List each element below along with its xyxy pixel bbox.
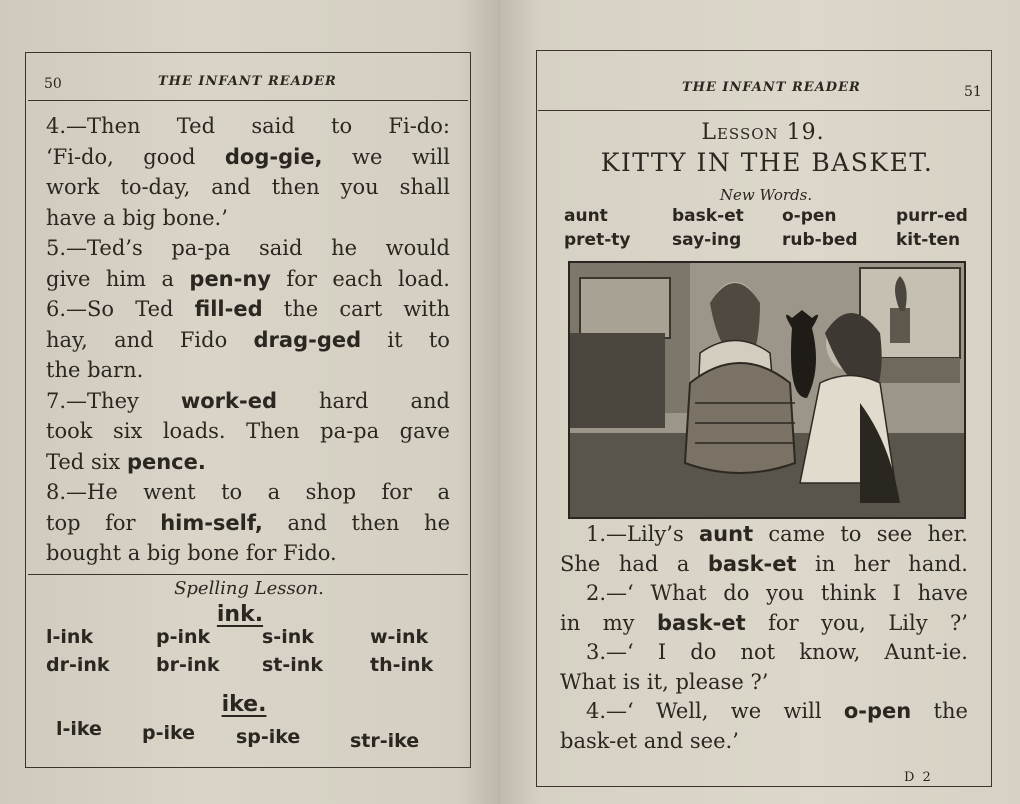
new-word: pret-ty bbox=[564, 230, 631, 250]
word: good bbox=[143, 144, 196, 169]
word: to bbox=[840, 522, 862, 546]
word: Ted bbox=[135, 297, 174, 321]
word: know, bbox=[799, 640, 861, 664]
word: ‘Fi-do, bbox=[46, 144, 114, 169]
word: Ted bbox=[46, 449, 91, 474]
word: 2.—‘ bbox=[586, 581, 634, 605]
illustration-art bbox=[570, 263, 964, 517]
word: six bbox=[90, 449, 127, 474]
word: bought bbox=[46, 541, 128, 565]
word: her bbox=[853, 551, 890, 576]
word: would bbox=[385, 236, 450, 260]
bold-word: bask-et bbox=[707, 551, 797, 576]
spelling-word: s-ink bbox=[262, 626, 314, 648]
text-line bbox=[560, 611, 968, 635]
text-line bbox=[46, 480, 450, 504]
word: to bbox=[221, 480, 243, 504]
word: to bbox=[331, 114, 353, 138]
word: bone bbox=[187, 541, 246, 565]
running-header: THE INFANT READER bbox=[682, 80, 861, 95]
spelling-word: str-ike bbox=[350, 730, 420, 752]
new-word: rub-bed bbox=[782, 230, 858, 250]
new-word: purr-ed bbox=[896, 206, 968, 226]
word: 7.—They bbox=[46, 388, 139, 413]
word: load. bbox=[397, 266, 450, 291]
text-line bbox=[46, 389, 450, 413]
word: pa-pa bbox=[320, 419, 380, 443]
text-line bbox=[560, 729, 739, 753]
word: him bbox=[105, 266, 147, 291]
word: will bbox=[411, 144, 450, 169]
word: and bbox=[211, 175, 251, 199]
word: barn. bbox=[87, 358, 144, 382]
word: 4.—‘ bbox=[586, 699, 634, 723]
word: and bbox=[410, 388, 450, 413]
spelling-word: p-ink bbox=[156, 626, 211, 648]
word: then bbox=[351, 510, 400, 535]
bold-word: o-pen bbox=[843, 699, 912, 723]
word: six bbox=[112, 419, 143, 443]
bold-word: work-ed bbox=[180, 388, 277, 413]
spelling-word: br-ink bbox=[156, 654, 220, 676]
bold-word: fill-ed bbox=[194, 297, 263, 321]
word: had bbox=[618, 551, 659, 576]
word: see bbox=[876, 522, 913, 546]
word: Fido bbox=[179, 327, 228, 352]
word: for bbox=[286, 266, 317, 291]
text-line bbox=[46, 328, 450, 352]
text-line bbox=[46, 358, 143, 382]
text-line bbox=[46, 511, 450, 535]
word: went bbox=[143, 480, 196, 504]
text-line bbox=[46, 267, 450, 291]
word: for bbox=[105, 510, 136, 535]
text-line bbox=[560, 670, 768, 694]
word: hay, bbox=[46, 327, 88, 352]
text-line bbox=[586, 581, 968, 605]
word: work bbox=[46, 175, 100, 199]
word: Ted bbox=[176, 114, 216, 138]
bold-word: drag-ged bbox=[253, 327, 362, 352]
word: I bbox=[892, 581, 901, 605]
word: said bbox=[259, 236, 303, 260]
word: loads. bbox=[162, 419, 226, 443]
spelling-word: l-ike bbox=[56, 718, 102, 740]
spelling-group-ike-head: ike. bbox=[221, 692, 267, 717]
spelling-title: Spelling Lesson. bbox=[174, 578, 324, 599]
header-rule bbox=[28, 100, 468, 101]
text-line bbox=[586, 640, 968, 664]
word: Fi-do: bbox=[388, 114, 450, 138]
word: to bbox=[428, 327, 450, 352]
word: 1.—Lily’s bbox=[586, 522, 684, 546]
word: and bbox=[114, 327, 154, 352]
page-number: 50 bbox=[44, 76, 62, 92]
word: for bbox=[381, 480, 412, 504]
word: hand. bbox=[908, 551, 968, 576]
page-number: 51 bbox=[964, 84, 982, 100]
new-words-label: New Words. bbox=[719, 186, 813, 204]
word: it bbox=[387, 327, 403, 352]
word: and bbox=[287, 510, 327, 535]
right-page bbox=[500, 0, 1020, 804]
text-line bbox=[560, 552, 968, 576]
word: said bbox=[251, 114, 295, 138]
left-page bbox=[0, 0, 498, 804]
word: do bbox=[723, 581, 750, 605]
bold-word: pen-ny bbox=[189, 266, 271, 291]
text-line bbox=[46, 206, 228, 230]
word: a bbox=[103, 205, 123, 230]
word: Then bbox=[246, 419, 300, 443]
spelling-word: w-ink bbox=[370, 626, 429, 648]
new-word: o-pen bbox=[782, 206, 837, 226]
word: took bbox=[46, 419, 93, 443]
word: in bbox=[560, 610, 581, 635]
word: bask-et bbox=[560, 728, 644, 753]
word: I bbox=[657, 640, 667, 664]
lesson-title: KITTY IN THE BASKET. bbox=[600, 148, 934, 177]
word: What bbox=[650, 581, 707, 605]
word: he bbox=[424, 510, 450, 535]
word: it, bbox=[646, 669, 676, 694]
word: for bbox=[768, 610, 799, 635]
spelling-word: l-ink bbox=[46, 626, 94, 648]
text-line bbox=[46, 145, 450, 169]
spelling-word: st-ink bbox=[262, 654, 323, 676]
word: What bbox=[560, 669, 623, 694]
word: hard bbox=[318, 388, 369, 413]
word: do bbox=[690, 640, 717, 664]
word: then bbox=[271, 175, 320, 199]
spelling-word: p-ike bbox=[142, 722, 196, 744]
new-word: kit-ten bbox=[896, 230, 961, 250]
word: with bbox=[403, 297, 450, 321]
running-header: THE INFANT READER bbox=[158, 74, 337, 89]
text-line bbox=[46, 419, 450, 443]
word: 3.—‘ bbox=[586, 640, 634, 664]
text-line bbox=[46, 450, 206, 474]
word: shop bbox=[305, 480, 357, 504]
text-line bbox=[46, 175, 450, 199]
lesson-label: Lesson 19. bbox=[701, 120, 825, 145]
word: Well, bbox=[656, 699, 709, 723]
spelling-group-ink-head: ink. bbox=[216, 602, 264, 627]
word: came bbox=[768, 522, 826, 546]
word: a bbox=[161, 266, 174, 291]
text-line bbox=[586, 522, 968, 546]
word: pa-pa bbox=[171, 236, 231, 260]
word: a bbox=[437, 480, 450, 504]
word: cart bbox=[339, 297, 383, 321]
word: shall bbox=[399, 175, 450, 199]
text-line bbox=[46, 236, 450, 260]
text-line bbox=[586, 699, 968, 723]
word: please bbox=[675, 669, 751, 694]
bold-word: aunt bbox=[699, 522, 754, 546]
word: a bbox=[676, 551, 690, 576]
spelling-word: dr-ink bbox=[46, 654, 110, 676]
word: is bbox=[622, 669, 647, 694]
word: we bbox=[730, 699, 762, 723]
word: big bbox=[122, 205, 163, 230]
word: big bbox=[146, 541, 188, 565]
word: you, bbox=[821, 610, 866, 635]
word: ?’ bbox=[950, 610, 968, 635]
word: 4.—Then bbox=[46, 114, 141, 138]
word: have bbox=[917, 581, 968, 605]
text-line bbox=[46, 297, 450, 321]
word: top bbox=[46, 510, 81, 535]
word: for bbox=[245, 541, 284, 565]
text-line bbox=[46, 114, 450, 138]
text-line bbox=[46, 541, 337, 565]
word: we bbox=[351, 144, 383, 169]
word: you bbox=[340, 175, 379, 199]
word: Lily bbox=[888, 610, 928, 635]
header-rule bbox=[538, 110, 990, 111]
word: my bbox=[602, 610, 635, 635]
word: the bbox=[933, 699, 968, 723]
bold-word: him-self, bbox=[160, 510, 263, 535]
word: to-day, bbox=[120, 175, 191, 199]
word: the bbox=[283, 297, 319, 321]
word: you bbox=[766, 581, 805, 605]
kitty-basket-illustration bbox=[568, 261, 966, 519]
new-word: say-ing bbox=[672, 230, 742, 250]
new-word: bask-et bbox=[672, 206, 744, 226]
word: gave bbox=[399, 419, 450, 443]
word: 6.—So bbox=[46, 297, 115, 321]
word: 8.—He bbox=[46, 480, 118, 504]
bold-word: dog-gie, bbox=[224, 144, 323, 169]
word: and bbox=[643, 728, 690, 753]
word: have bbox=[46, 205, 104, 230]
word: Aunt-ie. bbox=[884, 640, 968, 664]
word: think bbox=[820, 581, 876, 605]
word: ?’ bbox=[750, 669, 769, 694]
spelling-rule bbox=[28, 574, 468, 575]
word: not bbox=[740, 640, 776, 664]
word: give bbox=[46, 266, 91, 291]
word: see.’ bbox=[689, 728, 739, 753]
word: Fido. bbox=[283, 541, 337, 565]
word: the bbox=[46, 358, 88, 382]
new-word: aunt bbox=[564, 206, 608, 226]
word: each bbox=[332, 266, 383, 291]
bold-word: bask-et bbox=[657, 610, 746, 635]
word: 5.—Ted’s bbox=[46, 236, 143, 260]
spelling-word: th-ink bbox=[370, 654, 434, 676]
word: She bbox=[560, 551, 601, 576]
word: a bbox=[127, 541, 147, 565]
spelling-word: sp-ike bbox=[236, 726, 301, 748]
word: will bbox=[783, 699, 822, 723]
bold-word: pence. bbox=[126, 449, 206, 474]
word: in bbox=[815, 551, 836, 576]
signature-mark: D 2 bbox=[904, 770, 933, 785]
word: a bbox=[267, 480, 281, 504]
word: he bbox=[331, 236, 358, 260]
word: bone.’ bbox=[162, 205, 228, 230]
word: her. bbox=[927, 522, 968, 546]
